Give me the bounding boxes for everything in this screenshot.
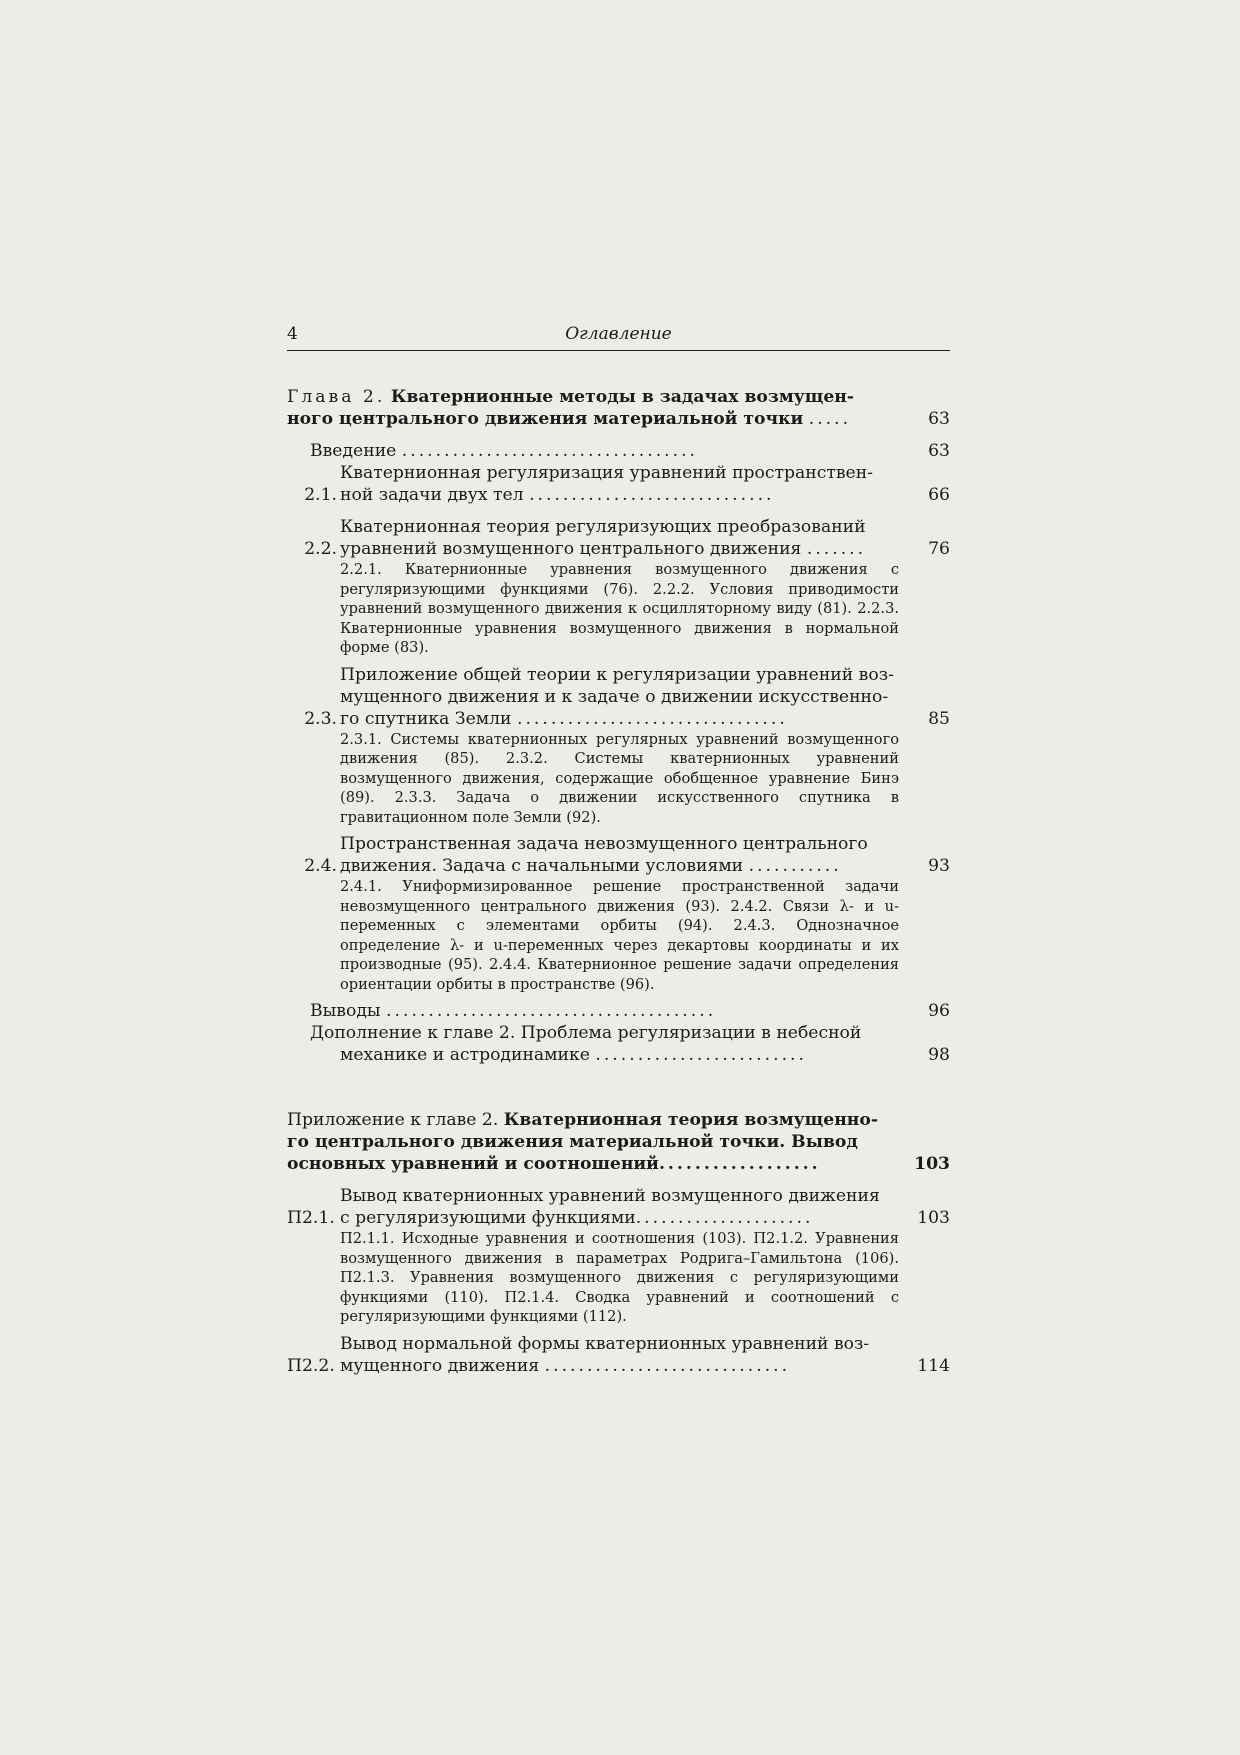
- toc-section-2-1[interactable]: 2.1. Кватернионная регуляризация уравнений пространствен- ной задачи двух тел ............................. 66: [287, 462, 950, 506]
- section-title-line1: Пространственная задача невозмущенного центрального: [340, 834, 868, 854]
- toc-intro[interactable]: Введение ................................... 63: [310, 441, 950, 461]
- section-page: 114: [917, 1355, 950, 1376]
- subsections-p2-1: П2.1.1. Исходные уравнения и соотношения (103). П2.1.2. Уравнения возмущенного движения в параметрах Родрига–Гамильтона (106). П2.1.3. Уравнения возмущенного движения с регуляризующими функциями (110). П2.1.4. Сводка уравнений и соотношений с регуляризующими функциями (112).: [340, 1230, 899, 1325]
- subsections-2-4: 2.4.1. Униформизированное решение пространственной задачи невозмущенного центрального движения (93). 2.4.2. Связи λ- и u-переменных с элементами орбиты (94). 2.4.3. Однозначное определение λ- и u-переменных через декартовы координаты и их производные (95). 2.4.4. Кватернионное решение задачи определения ориентации орбиты в пространстве (96).: [340, 878, 899, 993]
- table-of-contents: [287, 386, 950, 1377]
- toc-chapter-2[interactable]: Глава 2. Кватернионные методы в задачах возмущен- ного центрального движения материальной точки ..... 63: [287, 387, 950, 429]
- section-title-line1: Вывод нормальной формы кватернионных уравнений воз-: [340, 1333, 870, 1354]
- section-title-line1: Приложение общей теории к регуляризации уравнений воз-: [340, 664, 894, 685]
- toc-section-2-3[interactable]: 2.3. Приложение общей теории к регуляризации уравнений воз- мущенного движения и к задаче о движении искусственно- го спутника Земли ................................ 85: [287, 664, 950, 730]
- chapter-page: 63: [928, 409, 950, 429]
- toc-conclusions[interactable]: Выводы ....................................... 96: [310, 1001, 950, 1021]
- running-title: Оглавление: [565, 324, 672, 344]
- running-head: [287, 324, 950, 350]
- subsections-2-3: 2.3.1. Системы кватернионных регулярных уравнений возмущенного движения (85). 2.3.2. Системы кватернионных уравнений возмущенного движения, содержащие обобщенное уравнение Бинэ (89). 2.3.3. Задача о движении искусственного спутника в гравитационном поле Земли (92).: [340, 730, 899, 826]
- appendix-label: Приложение к главе 2.: [287, 1110, 499, 1130]
- section-title-line2: мущенного движения: [340, 1355, 540, 1376]
- chapter-title-line1: Кватернионные методы в задачах возмущен-: [390, 387, 855, 407]
- intro-page: 63: [928, 441, 950, 461]
- section-title-line2: мущенного движения и к задаче о движении искусственно-: [340, 686, 889, 707]
- section-page: 85: [928, 708, 950, 729]
- section-page: 66: [928, 485, 950, 505]
- section-title-line1: Кватернионная теория регуляризующих преобразований: [340, 517, 866, 537]
- section-page: 93: [928, 856, 950, 876]
- supplement-page: 98: [928, 1045, 950, 1065]
- section-title-line3: го спутника Земли: [340, 708, 512, 729]
- section-number: 2.2.: [304, 539, 337, 559]
- toc-section-2-2[interactable]: 2.2. Кватернионная теория регуляризующих преобразований уравнений возмущенного центрального движения ....... 76: [287, 516, 950, 560]
- toc-section-2-4[interactable]: 2.4. Пространственная задача невозмущенного центрального движения. Задача с начальными условиями ........... 93: [287, 833, 950, 877]
- appendix-title-line3: основных уравнений и соотношений: [287, 1154, 659, 1174]
- section-number: П2.2.: [287, 1355, 335, 1376]
- chapter-label: Глава 2.: [287, 387, 386, 407]
- section-title-line2: уравнений возмущенного центрального движения: [340, 539, 802, 559]
- section-title-line2: движения. Задача с начальными условиями: [340, 856, 744, 876]
- section-page: 103: [917, 1208, 950, 1228]
- section-title-line2: с регуляризующими функциями: [340, 1208, 636, 1228]
- appendix-title-line1: Кватернионная теория возмущенно-: [503, 1110, 878, 1130]
- toc-appendix-p2-2[interactable]: П2.2. Вывод нормальной формы кватернионных уравнений воз- мущенного движения ............................. 114: [287, 1333, 950, 1376]
- conclusions-page: 96: [928, 1001, 950, 1021]
- supplement-line2: механике и астродинамике: [340, 1045, 590, 1065]
- section-number: 2.3.: [304, 708, 337, 729]
- section-number: 2.1.: [304, 485, 337, 505]
- chapter-title-line2: ного центрального движения материальной точки: [287, 409, 804, 429]
- section-number: П2.1.: [287, 1208, 335, 1228]
- section-number: 2.4.: [304, 856, 337, 876]
- section-title-line1: Кватернионная регуляризация уравнений пространствен-: [340, 463, 873, 483]
- page-number: 4: [287, 324, 298, 344]
- header-rule: [287, 350, 950, 351]
- section-title-line2: ной задачи двух тел: [340, 485, 524, 505]
- section-title-line1: Вывод кватернионных уравнений возмущенного движения: [340, 1186, 880, 1206]
- section-page: 76: [928, 539, 950, 559]
- toc-appendix[interactable]: Приложение к главе 2. Кватернионная теория возмущенно- го центрального движения материальной точки. Вывод основных уравнений и соотношений.................. 103: [287, 1110, 950, 1174]
- toc-appendix-p2-1[interactable]: П2.1. Вывод кватернионных уравнений возмущенного движения с регуляризующими функциями..................... 103: [287, 1186, 950, 1228]
- subsections-2-2: 2.2.1. Кватернионные уравнения возмущенного движения с регуляризующими функциями (76). 2.2.2. Условия приводимости уравнений возмущенного движения к осцилляторному виду (81). 2.2.3. Кватернионные уравнения возмущенного движения в нормальной форме (83).: [340, 561, 899, 656]
- intro-label: Введение: [310, 441, 397, 461]
- supplement-line1: Дополнение к главе 2. Проблема регуляризации в небесной: [310, 1023, 862, 1043]
- appendix-page: 103: [914, 1154, 950, 1174]
- toc-supplement[interactable]: Дополнение к главе 2. Проблема регуляризации в небесной механике и астродинамике ......................... 98: [287, 1022, 950, 1066]
- conclusions-label: Выводы: [310, 1001, 381, 1021]
- appendix-title-line2: го центрального движения материальной точки. Вывод: [287, 1132, 858, 1152]
